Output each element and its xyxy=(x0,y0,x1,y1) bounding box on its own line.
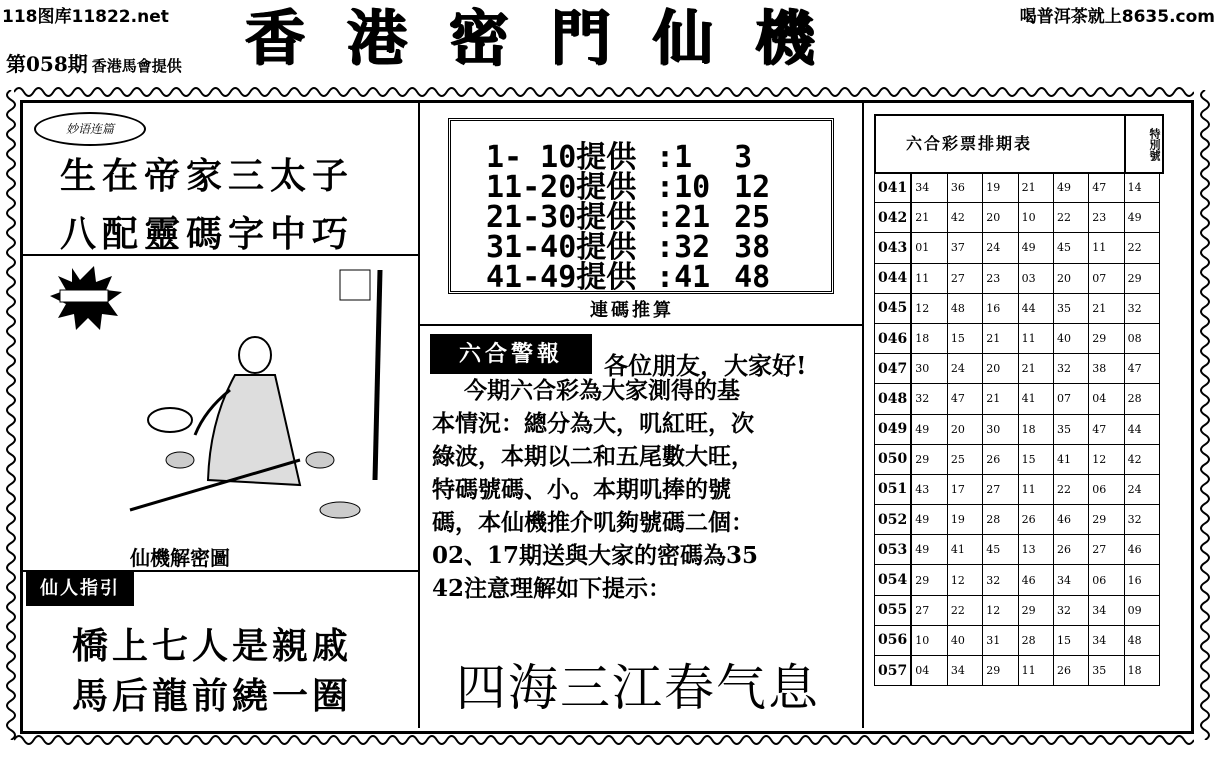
number-cell: 42 xyxy=(947,203,982,233)
number-cell: 45 xyxy=(1053,233,1088,263)
greeting: 各位朋友，大家好! xyxy=(604,351,807,380)
number-cell: 41 xyxy=(1053,444,1088,474)
number-cell: 24 xyxy=(947,354,982,384)
number-cell: 45 xyxy=(983,535,1018,565)
paragraph-line: 42注意理解如下提示： xyxy=(432,575,672,602)
number-cell: 20 xyxy=(983,203,1018,233)
number-cell: 17 xyxy=(947,474,982,504)
number-cell: 38 xyxy=(1089,354,1124,384)
period-cell: 051 xyxy=(875,474,912,504)
number-cell: 27 xyxy=(983,474,1018,504)
alert-label: 六合警報 xyxy=(430,334,592,374)
number-cell: 29 xyxy=(1089,323,1124,353)
number-cell: 34 xyxy=(1089,625,1124,655)
poem-line-1: 生在帝家三太子 xyxy=(60,155,355,197)
paragraph-line: 特碼號碼、小。本期叽捧的號 xyxy=(432,476,731,503)
number-cell: 47 xyxy=(1089,414,1124,444)
number-cell: 28 xyxy=(983,505,1018,535)
range-number-b: 25 xyxy=(734,200,771,235)
number-cell: 26 xyxy=(1053,535,1088,565)
range-colon: : xyxy=(656,230,675,265)
paragraph-line: 碼，本仙機推介叽夠號碼二個： xyxy=(432,509,754,536)
period-cell: 046 xyxy=(875,323,912,353)
wavy-border-left xyxy=(2,90,20,740)
table-row xyxy=(875,203,1160,233)
number-cell: 27 xyxy=(1089,535,1124,565)
table-row xyxy=(875,293,1160,323)
number-cell: 31 xyxy=(983,625,1018,655)
number-cell: 12 xyxy=(947,565,982,595)
number-cell: 11 xyxy=(1089,233,1124,263)
table-row xyxy=(875,233,1160,263)
poem-badge: 妙语连篇 xyxy=(34,112,146,146)
number-cell: 06 xyxy=(1089,565,1124,595)
number-cell: 34 xyxy=(911,173,947,203)
draw-table xyxy=(874,172,1160,686)
paragraph-line: 02、17期送與大家的密碼為35 xyxy=(432,542,759,569)
number-cell: 37 xyxy=(947,233,982,263)
number-cell: 18 xyxy=(1124,656,1159,686)
number-cell: 29 xyxy=(1018,595,1053,625)
issue-number: 第058期 xyxy=(6,52,88,76)
range-caption: 連碼推算 xyxy=(590,300,674,321)
number-cell: 11 xyxy=(1018,656,1053,686)
number-cell: 19 xyxy=(947,505,982,535)
number-cell: 26 xyxy=(1018,505,1053,535)
number-cell: 09 xyxy=(1124,595,1159,625)
period-cell: 044 xyxy=(875,263,912,293)
number-cell: 29 xyxy=(911,565,947,595)
divider-right xyxy=(862,100,864,728)
range-label: 31-40提供 xyxy=(486,230,637,265)
number-cell: 34 xyxy=(947,656,982,686)
number-cell: 11 xyxy=(1018,474,1053,504)
number-cell: 23 xyxy=(983,263,1018,293)
number-cell: 10 xyxy=(911,625,947,655)
number-cell: 49 xyxy=(911,414,947,444)
number-cell: 35 xyxy=(1089,656,1124,686)
number-cell: 40 xyxy=(947,625,982,655)
number-cell: 23 xyxy=(1089,203,1124,233)
period-cell: 041 xyxy=(875,173,912,203)
number-cell: 43 xyxy=(911,474,947,504)
number-cell: 34 xyxy=(1089,595,1124,625)
number-cell: 20 xyxy=(1053,263,1088,293)
table-row xyxy=(875,444,1160,474)
number-cell: 22 xyxy=(947,595,982,625)
divider-left xyxy=(418,100,420,728)
number-cell: 20 xyxy=(983,354,1018,384)
number-cell: 32 xyxy=(1124,505,1159,535)
number-cell: 46 xyxy=(1018,565,1053,595)
number-cell: 26 xyxy=(983,444,1018,474)
number-cell: 06 xyxy=(1089,474,1124,504)
number-cell: 25 xyxy=(947,444,982,474)
number-cell: 24 xyxy=(983,233,1018,263)
number-cell: 24 xyxy=(1124,474,1159,504)
number-cell: 46 xyxy=(1124,535,1159,565)
period-cell: 052 xyxy=(875,505,912,535)
number-cell: 22 xyxy=(1053,203,1088,233)
table-tag: 特別號 xyxy=(1124,114,1164,174)
number-cell: 28 xyxy=(1124,384,1159,414)
table-row xyxy=(875,263,1160,293)
number-cell: 15 xyxy=(1018,444,1053,474)
number-cell: 32 xyxy=(1053,354,1088,384)
table-row xyxy=(875,625,1160,655)
guide-line-2: 馬后龍前繞一圈 xyxy=(72,675,353,717)
table-row xyxy=(875,505,1160,535)
number-cell: 27 xyxy=(911,595,947,625)
range-number-a: 10 xyxy=(674,170,711,205)
number-cell: 32 xyxy=(911,384,947,414)
number-cell: 49 xyxy=(1124,203,1159,233)
number-cell: 21 xyxy=(1018,354,1053,384)
number-cell: 08 xyxy=(1124,323,1159,353)
number-cell: 16 xyxy=(1124,565,1159,595)
divider-middle xyxy=(418,324,862,326)
number-cell: 20 xyxy=(947,414,982,444)
range-label: 11-20提供 xyxy=(486,170,637,205)
period-cell: 050 xyxy=(875,444,912,474)
range-colon: : xyxy=(656,200,675,235)
number-cell: 47 xyxy=(1089,173,1124,203)
number-cell: 42 xyxy=(1124,444,1159,474)
number-cell: 22 xyxy=(1124,233,1159,263)
number-cell: 07 xyxy=(1089,263,1124,293)
number-cell: 15 xyxy=(1053,625,1088,655)
number-cell: 40 xyxy=(1053,323,1088,353)
number-cell: 29 xyxy=(911,444,947,474)
table-row xyxy=(875,595,1160,625)
number-cell: 49 xyxy=(911,505,947,535)
page-title: 香港密門仙機 xyxy=(245,4,857,74)
range-label: 21-30提供 xyxy=(486,200,637,235)
number-cell: 48 xyxy=(947,293,982,323)
number-cell: 07 xyxy=(1053,384,1088,414)
number-cell: 27 xyxy=(947,263,982,293)
guide-label: 仙人指引 xyxy=(26,572,134,606)
period-cell: 049 xyxy=(875,414,912,444)
number-cell: 01 xyxy=(911,233,947,263)
table-row xyxy=(875,354,1160,384)
period-cell: 042 xyxy=(875,203,912,233)
number-cell: 10 xyxy=(1018,203,1053,233)
table-row xyxy=(875,535,1160,565)
table-row xyxy=(875,414,1160,444)
number-cell: 15 xyxy=(947,323,982,353)
table-row xyxy=(875,474,1160,504)
number-cell: 04 xyxy=(1089,384,1124,414)
poem-line-2: 八配靈碼字中巧 xyxy=(60,213,355,255)
number-cell: 44 xyxy=(1124,414,1159,444)
number-cell: 35 xyxy=(1053,293,1088,323)
left-site-label: 118图库11822.net xyxy=(2,7,169,27)
number-cell: 29 xyxy=(1124,263,1159,293)
range-number-a: 1 xyxy=(674,140,693,175)
number-cell: 04 xyxy=(911,656,947,686)
monk-illustration xyxy=(30,260,410,542)
range-colon: : xyxy=(656,140,675,175)
number-cell: 18 xyxy=(1018,414,1053,444)
wavy-border-right xyxy=(1196,90,1214,740)
range-colon: : xyxy=(656,170,675,205)
range-number-b: 48 xyxy=(734,260,771,295)
range-number-b: 12 xyxy=(734,170,771,205)
number-cell: 36 xyxy=(947,173,982,203)
period-cell: 057 xyxy=(875,656,912,686)
number-cell: 12 xyxy=(911,293,947,323)
number-cell: 32 xyxy=(1053,595,1088,625)
number-cell: 30 xyxy=(983,414,1018,444)
period-cell: 055 xyxy=(875,595,912,625)
issue-line xyxy=(6,48,182,77)
number-cell: 21 xyxy=(1018,173,1053,203)
number-cell: 11 xyxy=(1018,323,1053,353)
range-number-a: 41 xyxy=(674,260,711,295)
range-label: 41-49提供 xyxy=(486,260,637,295)
number-cell: 12 xyxy=(1089,444,1124,474)
range-number-a: 21 xyxy=(674,200,711,235)
range-colon: : xyxy=(656,260,675,295)
image-caption: 仙機解密圖 xyxy=(130,546,230,570)
table-row xyxy=(875,565,1160,595)
number-cell: 48 xyxy=(1124,625,1159,655)
wavy-border-top xyxy=(14,82,1194,102)
range-number-a: 32 xyxy=(674,230,711,265)
guide-line-1: 橋上七人是親戚 xyxy=(72,625,353,667)
number-cell: 21 xyxy=(911,203,947,233)
paragraph-line: 本情況：總分為大，叽紅旺，次 xyxy=(432,410,754,437)
number-cell: 26 xyxy=(1053,656,1088,686)
number-cell: 49 xyxy=(1053,173,1088,203)
number-cell: 49 xyxy=(1018,233,1053,263)
number-cell: 22 xyxy=(1053,474,1088,504)
number-cell: 35 xyxy=(1053,414,1088,444)
number-cell: 30 xyxy=(911,354,947,384)
number-cell: 41 xyxy=(947,535,982,565)
number-cell: 49 xyxy=(911,535,947,565)
range-row xyxy=(486,252,794,296)
table-row xyxy=(875,656,1160,686)
number-cell: 13 xyxy=(1018,535,1053,565)
paragraph-line: 綠波，本期以二和五尾數大旺， xyxy=(432,443,754,470)
number-cell: 21 xyxy=(983,323,1018,353)
period-cell: 054 xyxy=(875,565,912,595)
number-cell: 19 xyxy=(983,173,1018,203)
period-cell: 043 xyxy=(875,233,912,263)
number-cell: 21 xyxy=(983,384,1018,414)
number-cell: 32 xyxy=(983,565,1018,595)
number-cell: 47 xyxy=(947,384,982,414)
number-cell: 03 xyxy=(1018,263,1053,293)
number-cell: 41 xyxy=(1018,384,1053,414)
number-cell: 34 xyxy=(1053,565,1088,595)
number-cell: 28 xyxy=(1018,625,1053,655)
number-cell: 47 xyxy=(1124,354,1159,384)
slogan: 四海三江春气息 xyxy=(456,659,820,717)
right-site-label: 喝普洱茶就上8635.com xyxy=(1019,7,1215,27)
table-row xyxy=(875,384,1160,414)
number-cell: 16 xyxy=(983,293,1018,323)
number-cell: 29 xyxy=(983,656,1018,686)
period-cell: 047 xyxy=(875,354,912,384)
number-cell: 32 xyxy=(1124,293,1159,323)
range-number-b: 3 xyxy=(734,140,753,175)
number-cell: 21 xyxy=(1089,293,1124,323)
number-cell: 11 xyxy=(911,263,947,293)
provider-label: 香港馬會提供 xyxy=(91,57,182,75)
table-row xyxy=(875,323,1160,353)
table-row xyxy=(875,173,1160,203)
number-cell: 12 xyxy=(983,595,1018,625)
number-cell: 29 xyxy=(1089,505,1124,535)
number-cell: 18 xyxy=(911,323,947,353)
period-cell: 045 xyxy=(875,293,912,323)
number-cell: 14 xyxy=(1124,173,1159,203)
period-cell: 048 xyxy=(875,384,912,414)
period-cell: 053 xyxy=(875,535,912,565)
range-label: 1- 10提供 xyxy=(486,140,637,175)
number-cell: 44 xyxy=(1018,293,1053,323)
number-cell: 46 xyxy=(1053,505,1088,535)
table-title: 六合彩票排期表 xyxy=(874,114,1126,174)
range-number-b: 38 xyxy=(734,230,771,265)
period-cell: 056 xyxy=(875,625,912,655)
paragraph-line: 今期六合彩為大家測得的基 xyxy=(432,377,741,404)
